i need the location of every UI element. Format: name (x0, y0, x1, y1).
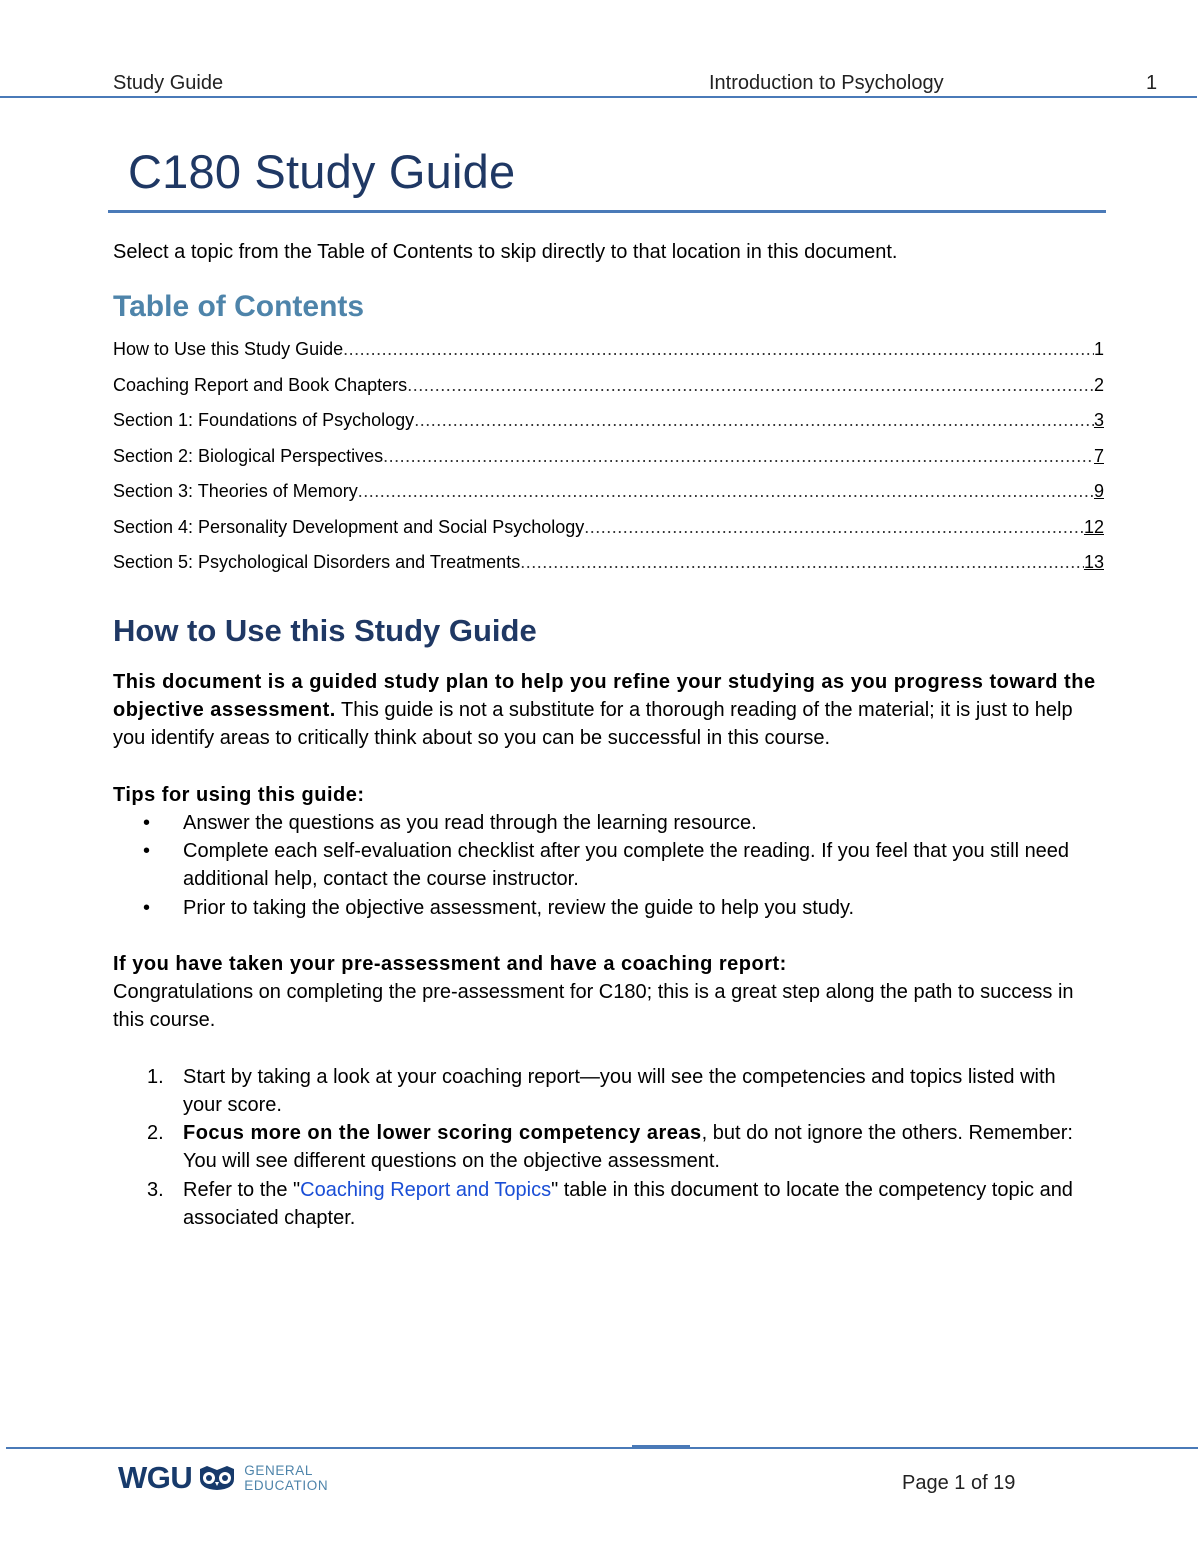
step-bold: Focus more on the lower scoring competency areas (183, 1122, 702, 1145)
toc-entry-page[interactable]: 1 (1093, 339, 1104, 359)
toc-entry[interactable] (113, 375, 1104, 411)
header-doc-type: Study Guide (113, 72, 224, 94)
toc-entry[interactable] (113, 552, 1104, 588)
toc-entry[interactable] (113, 446, 1104, 482)
section-body (113, 668, 1098, 1232)
header-rule (0, 96, 1197, 98)
toc-entry-page[interactable]: 2 (1093, 374, 1104, 395)
logo-line-2: EDUCATION (244, 1478, 329, 1493)
owl-icon (198, 1465, 236, 1491)
toc-entry[interactable] (113, 517, 1104, 553)
list-item (113, 1063, 1098, 1119)
toc-entry-label[interactable]: Section 5: Psychological Disorders and Treatments (113, 552, 521, 572)
toc-leader (358, 481, 1094, 502)
logo-line-1: GENERAL (244, 1463, 313, 1478)
toc-entry-page[interactable]: 13 (1083, 552, 1104, 572)
logo-wordmark: WGU (118, 1460, 193, 1495)
logo-subtitle (244, 1463, 328, 1493)
toc-leader (584, 517, 1084, 538)
toc-heading: Table of Contents (113, 290, 365, 323)
lead-bold: This document is a guided study plan to help you refine your studying as you progress toward the objective assessment. (113, 671, 1096, 722)
toc-entry-label[interactable]: Section 2: Biological Perspectives (113, 445, 384, 466)
step-number: 3. (147, 1178, 164, 1201)
coaching-heading (113, 950, 1098, 978)
list-item (113, 837, 1098, 893)
bullet-marker: • (143, 840, 151, 863)
list-item (113, 809, 1098, 837)
list-item (113, 894, 1098, 922)
tips-heading-text: Tips for using this guide: (113, 783, 365, 806)
wgu-logo (118, 1460, 328, 1496)
coaching-paragraph: Congratulations on completing the pre-assessment for C180; this is a great step along the path to success in this course. (113, 981, 1074, 1032)
toc-leader (383, 446, 1094, 467)
tips-list (113, 809, 1098, 922)
table-of-contents (113, 339, 1104, 588)
list-item (113, 1176, 1098, 1232)
toc-entry[interactable] (113, 410, 1104, 446)
section-heading-how-to-use: How to Use this Study Guide (113, 613, 537, 648)
tip-text: Prior to taking the objective assessment, review the guide to help you study. (183, 896, 855, 919)
toc-leader (343, 339, 1094, 360)
toc-entry-page[interactable]: 3 (1093, 410, 1104, 430)
footer-rule (6, 1447, 1198, 1449)
tip-text: Complete each self-evaluation checklist after you complete the reading. If you feel that you still need additional help, contact the course instructor. (183, 840, 1070, 891)
title-rule (108, 210, 1106, 213)
toc-entry[interactable] (113, 339, 1104, 375)
page-title: C180 Study Guide (128, 145, 516, 198)
bullet-marker: • (143, 896, 151, 919)
toc-entry-page[interactable]: 12 (1083, 516, 1104, 537)
tips-heading (113, 781, 1098, 809)
toc-entry-label[interactable]: Section 3: Theories of Memory (113, 481, 358, 501)
toc-entry-page[interactable]: 7 (1093, 445, 1104, 466)
footer-page-indicator: Page 1 of 19 (902, 1472, 1016, 1494)
toc-entry[interactable] (113, 481, 1104, 517)
bullet-marker: • (143, 812, 151, 834)
toc-entry-label[interactable]: How to Use this Study Guide (113, 339, 344, 359)
toc-leader (407, 375, 1094, 396)
step-number: 2. (147, 1122, 164, 1145)
footer-rule-tab (632, 1445, 690, 1449)
intro-text: Select a topic from the Table of Contents to skip directly to that location in this document. (113, 241, 898, 263)
step-number: 1. (147, 1065, 164, 1088)
toc-entry-label[interactable]: Section 4: Personality Development and Social Psychology (113, 516, 585, 537)
header-page-number: 1 (1146, 72, 1158, 94)
lead-rest: This guide is not a substitute for a thorough reading of the material; it is just to help you identify areas to critically think about so you can be successful in this course. (113, 699, 1073, 750)
toc-entry-label[interactable]: Section 1: Foundations of Psychology (113, 410, 415, 430)
lead-paragraph (113, 668, 1098, 753)
steps-list (113, 1063, 1098, 1232)
toc-leader (520, 552, 1084, 573)
step-text: , but do not ignore the others. Remember: You will see different questions on the objective assessment. (183, 1122, 1073, 1173)
step-text: " table in this document to locate the competency topic and associated chapter. (183, 1178, 1073, 1229)
tip-text: Answer the questions as you read through the learning resource. (183, 812, 757, 834)
step-text: Start by taking a look at your coaching report—you will see the competencies and topics listed with your score. (183, 1065, 1056, 1116)
toc-entry-page[interactable]: 9 (1093, 481, 1104, 501)
toc-entry-label[interactable]: Coaching Report and Book Chapters (113, 374, 408, 395)
step-text: Refer to the " (183, 1178, 301, 1201)
list-item (113, 1119, 1098, 1175)
toc-leader (414, 410, 1094, 431)
coaching-report-link[interactable]: Coaching Report and Topics (300, 1178, 552, 1201)
header-course-name: Introduction to Psychology (709, 72, 944, 94)
coaching-heading-text: If you have taken your pre-assessment and have a coaching report: (113, 953, 787, 975)
